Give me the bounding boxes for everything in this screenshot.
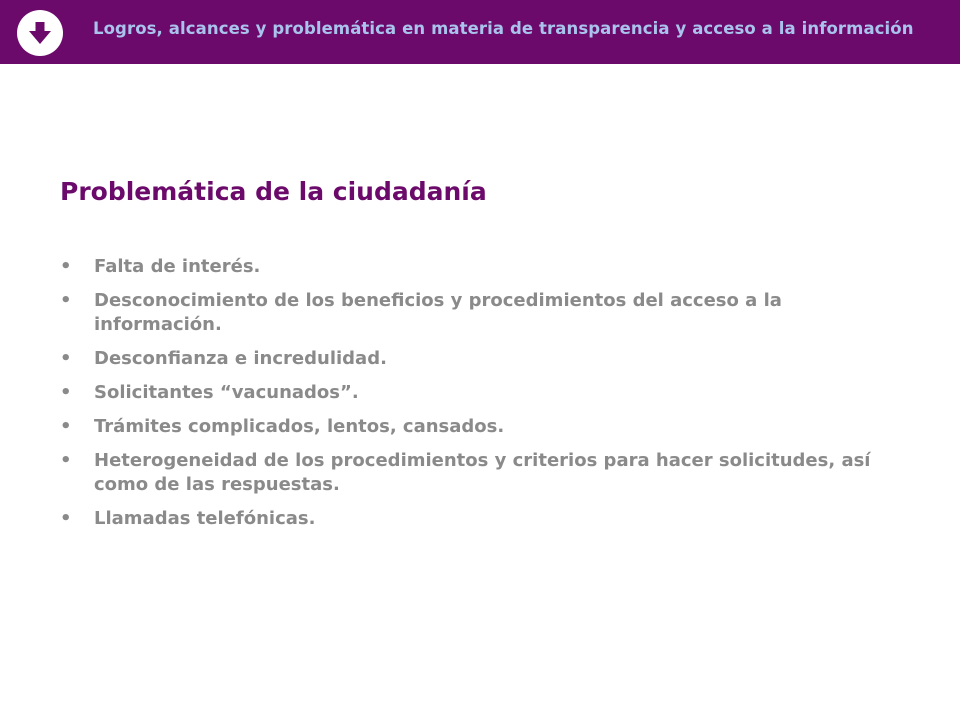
bullet-dot: •	[60, 256, 72, 277]
bullet-dot: •	[60, 450, 72, 471]
bullet-dot: •	[60, 416, 72, 437]
bullet-text: Heterogeneidad de los procedimientos y criterios para hacer solicitudes, así como de las respuestas.	[94, 450, 871, 495]
bullet-text: Llamadas telefónicas.	[94, 508, 316, 529]
bullet-item	[60, 347, 900, 371]
bullet-dot: •	[60, 508, 72, 529]
bullet-text: Solicitantes “vacunados”.	[94, 382, 359, 403]
bullet-dot: •	[60, 382, 72, 403]
header-bar	[0, 0, 960, 64]
bullet-item	[60, 381, 900, 405]
bullet-text: Falta de interés.	[94, 256, 261, 277]
bullet-item	[60, 289, 900, 337]
header-title: Logros, alcances y problemática en materia de transparencia y acceso a la información	[93, 19, 914, 38]
bullet-item	[60, 507, 900, 531]
bullet-text: Desconocimiento de los beneficios y procedimientos del acceso a la información.	[94, 290, 782, 335]
slide-title: Problemática de la ciudadanía	[60, 177, 487, 206]
bullet-dot: •	[60, 348, 72, 369]
bullet-list	[60, 255, 900, 541]
bullet-text: Trámites complicados, lentos, cansados.	[94, 416, 505, 437]
arrow-down-icon[interactable]	[17, 10, 63, 56]
bullet-item	[60, 415, 900, 439]
bullet-item	[60, 449, 900, 497]
bullet-item	[60, 255, 900, 279]
bullet-text: Desconfianza e incredulidad.	[94, 348, 387, 369]
bullet-dot: •	[60, 290, 72, 311]
